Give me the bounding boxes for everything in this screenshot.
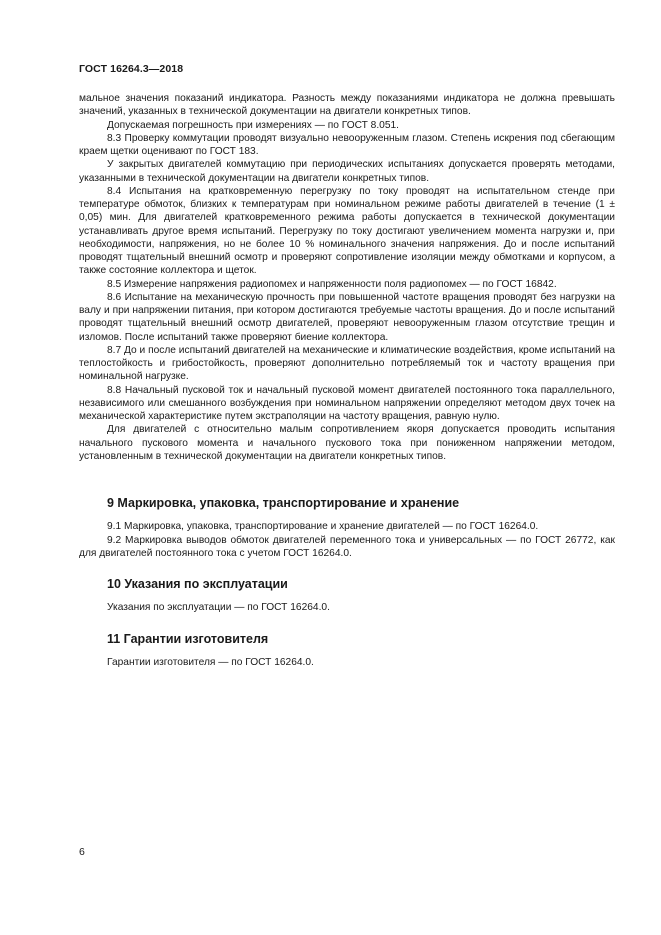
section-9-heading: 9 Маркировка, упаковка, транспортирование и хранение	[107, 496, 460, 510]
paragraph: 9.1 Маркировка, упаковка, транспортирование и хранение двигателей — по ГОСТ 16264.0.	[107, 521, 539, 532]
paragraph: У закрытых двигателей коммутацию при периодических испытаниях допускается проверять методами, указанными в технической документации на двигатели конкретных типов.	[79, 159, 615, 184]
section-8-body	[79, 92, 615, 463]
paragraph: 8.5 Измерение напряжения радиопомех и напряженности поля радиопомех — по ГОСТ 16842.	[107, 278, 557, 290]
paragraph: Гарантии изготовителя — по ГОСТ 16264.0.	[107, 657, 314, 668]
section-10-body	[79, 601, 615, 615]
paragraph: 8.7 До и после испытаний двигателей на механические и климатические воздействия, кроме испытаний на теплостойкость и грибостойкость, проверяют дополнительно потребляемый ток и частоту вращения при номинальной нагрузке.	[79, 344, 615, 383]
section-9-body	[79, 520, 615, 561]
document-code: ГОСТ 16264.3—2018	[79, 63, 184, 75]
paragraph: 8.6 Испытание на механическую прочность при повышенной частоте вращения проводят без нагрузки на валу и при напряжении питания, при котором достигаются требуемые частоты вращения. До и после испытаний проводят тщательный внешний осмотр двигателей, проверяют невооруженным глазом отсутствие трещин и изломов. После испытаний также проверяют биение коллектора.	[79, 291, 615, 343]
section-11-body	[79, 656, 615, 670]
page-number: 6	[79, 846, 85, 858]
section-10-heading: 10 Указания по эксплуатации	[107, 577, 288, 591]
paragraph: 8.4 Испытания на кратковременную перегрузку по току проводят на испытательном стенде при температуре обмоток, близких к температурам при номинальном режиме работы двигателей в течение (1 ± 0,05) мин. Для двигателей кратковременного режима работы допускается в технической документации устанавливать другое время испытаний. Перегрузку по току достигают увеличением момента нагрузки и, при необходимости, напряжения, но не более 10 % номинального значения напряжения. До и после испытаний проводят тщательный внешний осмотр и проверяют сопротивление изоляции между обмотками и корпусом, а также состояние коллектора и щеток.	[79, 185, 615, 277]
section-11-heading: 11 Гарантии изготовителя	[107, 632, 269, 646]
paragraph: Для двигателей с относительно малым сопротивлением якоря допускается проводить испытания начального пускового момента и начального пускового тока при пониженном напряжении методом, установленным в технической документации на двигатели конкретных типов.	[79, 424, 615, 462]
paragraph: 9.2 Маркировка выводов обмоток двигателей переменного тока и универсальных — по ГОСТ 26772, как для двигателей постоянного тока с учетом ГОСТ 16264.0.	[79, 534, 615, 559]
paragraph: 8.3 Проверку коммутации проводят визуально невооруженным глазом. Степень искрения под сбегающим краем щетки оценивают по ГОСТ 183.	[79, 132, 615, 157]
paragraph: мальное значения показаний индикатора. Разность между показаниями индикатора не должна превышать значений, указанных в технической документации на двигатели конкретных типов.	[79, 93, 615, 118]
paragraph: 8.8 Начальный пусковой ток и начальный пусковой момент двигателей постоянного тока параллельного, независимого или смешанного возбуждения при номинальном напряжении определяют методом двух точек на механической характеристике путем экстраполяции на частоту вращения, равную нулю.	[79, 384, 615, 422]
paragraph: Допускаемая погрешность при измерениях — по ГОСТ 8.051.	[107, 119, 400, 131]
paragraph: Указания по эксплуатации — по ГОСТ 16264.0.	[107, 602, 330, 613]
